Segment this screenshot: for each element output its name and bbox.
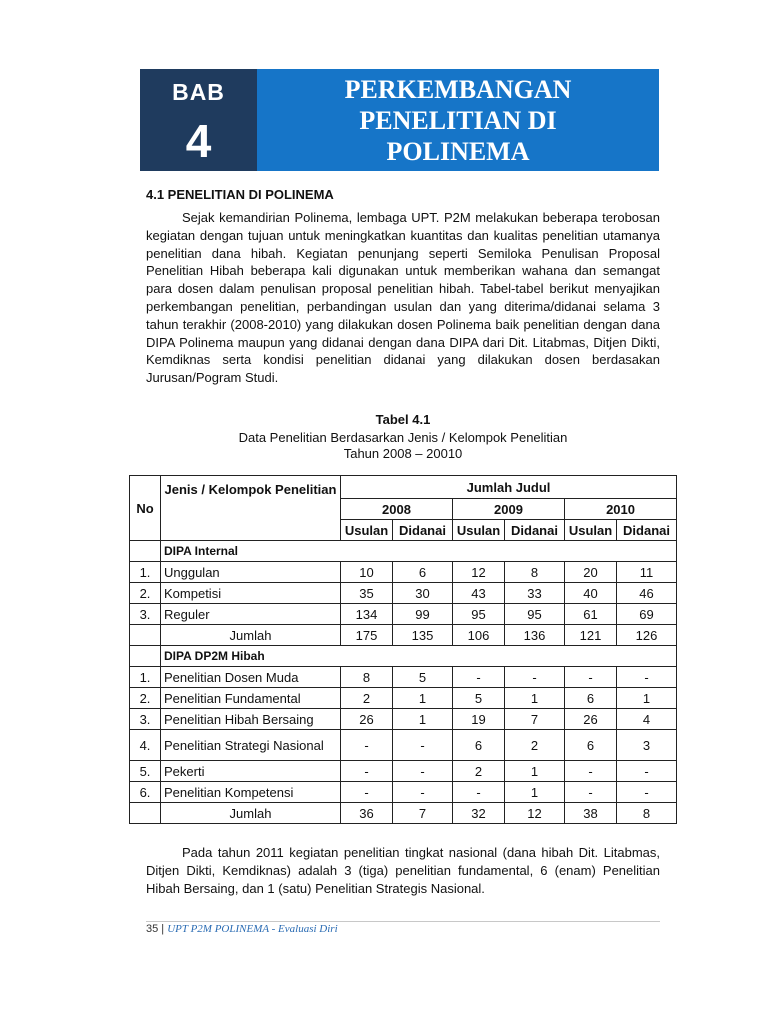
cell-value: 33	[505, 583, 565, 604]
table-row	[130, 604, 677, 625]
cell-value: -	[341, 782, 393, 803]
table-caption-period: Tahun 2008 – 20010	[343, 446, 463, 461]
cell-value: -	[617, 761, 677, 782]
row-jenis: Penelitian Kompetensi	[161, 782, 341, 803]
total-row	[130, 625, 677, 646]
cell-value: 95	[505, 604, 565, 625]
cell-value: 19	[453, 709, 505, 730]
chapter-label-box	[140, 69, 257, 171]
cell-value: -	[505, 667, 565, 688]
cell-value: -	[341, 730, 393, 761]
table-row	[130, 709, 677, 730]
cell-value: 3	[617, 730, 677, 761]
total-value: 36	[341, 803, 393, 824]
cell-value: 11	[617, 562, 677, 583]
table-row	[130, 782, 677, 803]
cell-value: -	[341, 761, 393, 782]
section-heading: 4.1 PENELITIAN DI POLINEMA	[146, 187, 334, 202]
page-number: 35	[146, 923, 159, 935]
row-jenis: Penelitian Dosen Muda	[161, 667, 341, 688]
header-year: 2010	[565, 499, 677, 520]
total-value: 126	[617, 625, 677, 646]
cell-value: 1	[505, 782, 565, 803]
cell-value: -	[453, 667, 505, 688]
row-no: 4.	[130, 730, 161, 761]
total-row	[130, 803, 677, 824]
total-label: Jumlah	[161, 803, 341, 824]
cell-value: -	[393, 730, 453, 761]
page-footer	[146, 923, 338, 935]
header-didanai: Didanai	[393, 520, 453, 541]
total-label: Jumlah	[161, 625, 341, 646]
table-caption-number: Tabel 4.1	[375, 412, 431, 427]
cell-value: 8	[341, 667, 393, 688]
row-jenis: Pekerti	[161, 761, 341, 782]
row-no: 3.	[130, 709, 161, 730]
chapter-title: PERKEMBANGAN PENELITIAN DI POLINEMA	[344, 74, 572, 166]
total-value: 135	[393, 625, 453, 646]
footer-rule	[146, 921, 660, 922]
cell-value: 6	[453, 730, 505, 761]
group-title: DIPA Internal	[161, 541, 677, 562]
row-jenis: Penelitian Hibah Bersaing	[161, 709, 341, 730]
total-value: 12	[505, 803, 565, 824]
cell-value: 46	[617, 583, 677, 604]
header-year: 2008	[341, 499, 453, 520]
group-no-cell	[130, 646, 161, 667]
intro-paragraph: Sejak kemandirian Polinema, lembaga UPT. P2M melakukan beberapa terobosan kegiatan dengan tujuan untuk meningkatkan kuantitas dan kualitas penelitian utamanya penelitian dana hibah. Kegiatan penunjang seperti Semiloka Penulisan Proposal Penelitian Hibah beberapa kali digunakan untuk memberikan wahana dan semangat para dosen dalam penulisan proposal penelitian hibah. Tabel-tabel berikut menyajikan perkembangan penelitian, perbandingan usulan dan yang diterima/didanai selama 3 tahun terakhir (2008-2010) yang dilakukan dosen Polinema baik penelitian dengan dana DIPA Polinema maupun yang didanai dengan dana DIPA dari Dit. Litabmas, Ditjen Dikti, Kemdiknas serta kondisi penelitian didanai yang dilakukan dosen berdasakan Jurusan/Pogram Studi.	[146, 210, 660, 386]
cell-value: 69	[617, 604, 677, 625]
cell-value: -	[393, 782, 453, 803]
cell-value: 134	[341, 604, 393, 625]
cell-value: -	[453, 782, 505, 803]
header-usulan: Usulan	[453, 520, 505, 541]
cell-value: 8	[505, 562, 565, 583]
group-header-row	[130, 541, 677, 562]
total-no-cell	[130, 625, 161, 646]
row-jenis: Kompetisi	[161, 583, 341, 604]
header-year: 2009	[453, 499, 565, 520]
cell-value: 26	[565, 709, 617, 730]
total-value: 121	[565, 625, 617, 646]
header-jumlah-judul: Jumlah Judul	[341, 476, 677, 499]
cell-value: 61	[565, 604, 617, 625]
research-data-table	[129, 475, 677, 824]
total-value: 38	[565, 803, 617, 824]
cell-value: -	[565, 667, 617, 688]
table-row	[130, 583, 677, 604]
table-row	[130, 761, 677, 782]
row-no: 1.	[130, 562, 161, 583]
chapter-banner	[140, 69, 659, 171]
cell-value: 43	[453, 583, 505, 604]
total-value: 7	[393, 803, 453, 824]
row-no: 5.	[130, 761, 161, 782]
row-no: 2.	[130, 583, 161, 604]
header-usulan: Usulan	[341, 520, 393, 541]
header-usulan: Usulan	[565, 520, 617, 541]
cell-value: 1	[505, 688, 565, 709]
chapter-number: 4	[185, 115, 212, 167]
cell-value: 6	[393, 562, 453, 583]
row-jenis: Reguler	[161, 604, 341, 625]
cell-value: 12	[453, 562, 505, 583]
bab-label: BAB	[172, 79, 225, 105]
table-row	[130, 688, 677, 709]
cell-value: 6	[565, 688, 617, 709]
cell-value: 99	[393, 604, 453, 625]
table-row	[130, 562, 677, 583]
cell-value: 20	[565, 562, 617, 583]
cell-value: -	[617, 782, 677, 803]
footer-separator: |	[158, 923, 168, 935]
cell-value: 2	[341, 688, 393, 709]
header-didanai: Didanai	[505, 520, 565, 541]
row-no: 6.	[130, 782, 161, 803]
header-no: No	[130, 476, 161, 541]
cell-value: 2	[453, 761, 505, 782]
cell-value: 10	[341, 562, 393, 583]
cell-value: 95	[453, 604, 505, 625]
total-value: 136	[505, 625, 565, 646]
row-no: 3.	[130, 604, 161, 625]
total-value: 106	[453, 625, 505, 646]
cell-value: 35	[341, 583, 393, 604]
total-no-cell	[130, 803, 161, 824]
cell-value: -	[565, 761, 617, 782]
cell-value: 1	[505, 761, 565, 782]
row-jenis: Unggulan	[161, 562, 341, 583]
chapter-title-box	[257, 69, 659, 171]
cell-value: 1	[617, 688, 677, 709]
cell-value: -	[393, 761, 453, 782]
cell-value: 1	[393, 709, 453, 730]
table-row	[130, 667, 677, 688]
cell-value: 26	[341, 709, 393, 730]
total-value: 32	[453, 803, 505, 824]
cell-value: 1	[393, 688, 453, 709]
table-header-row	[130, 476, 677, 499]
group-header-row	[130, 646, 677, 667]
header-didanai: Didanai	[617, 520, 677, 541]
header-jenis: Jenis / Kelompok Penelitian	[161, 476, 341, 541]
cell-value: 4	[617, 709, 677, 730]
cell-value: 6	[565, 730, 617, 761]
group-no-cell	[130, 541, 161, 562]
footer-brand: UPT P2M POLINEMA - Evaluasi Diri	[167, 923, 338, 935]
row-no: 1.	[130, 667, 161, 688]
total-value: 175	[341, 625, 393, 646]
group-title: DIPA DP2M Hibah	[161, 646, 677, 667]
cell-value: -	[565, 782, 617, 803]
cell-value: 30	[393, 583, 453, 604]
row-jenis: Penelitian Fundamental	[161, 688, 341, 709]
row-no: 2.	[130, 688, 161, 709]
cell-value: 5	[393, 667, 453, 688]
table-row	[130, 730, 677, 761]
cell-value: -	[617, 667, 677, 688]
cell-value: 40	[565, 583, 617, 604]
cell-value: 2	[505, 730, 565, 761]
table-caption-title: Data Penelitian Berdasarkan Jenis / Kelompok Penelitian	[238, 430, 568, 445]
total-value: 8	[617, 803, 677, 824]
cell-value: 5	[453, 688, 505, 709]
closing-paragraph: Pada tahun 2011 kegiatan penelitian tingkat nasional (dana hibah Dit. Litabmas, Ditjen Dikti, Kemdiknas) adalah 3 (tiga) penelitian fundamental, 6 (enam) Penelitian Hibah Bersaing, dan 1 (satu) Penelitian Strategis Nasional.	[146, 845, 660, 896]
row-jenis: Penelitian Strategi Nasional	[161, 730, 341, 761]
cell-value: 7	[505, 709, 565, 730]
